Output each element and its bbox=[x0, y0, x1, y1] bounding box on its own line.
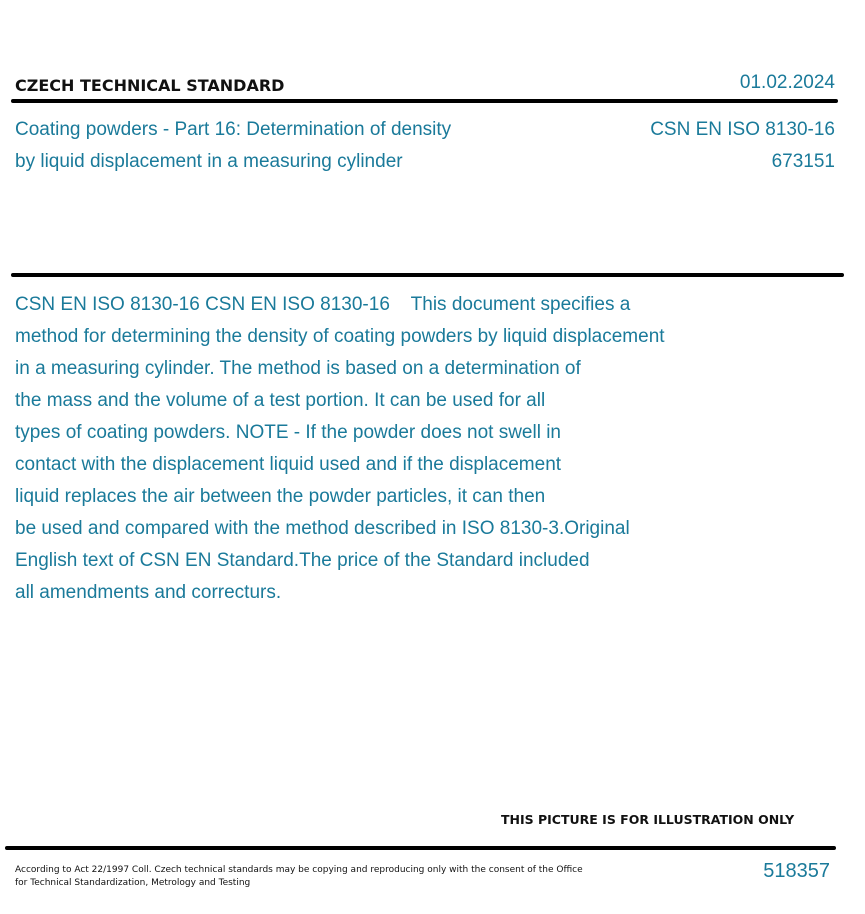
abstract-line: the mass and the volume of a test portion. It can be used for all bbox=[15, 390, 546, 411]
abstract-line: CSN EN ISO 8130-16 CSN EN ISO 8130-16 This document specifies a bbox=[15, 294, 631, 315]
standard-code: CSN EN ISO 8130-16 bbox=[650, 119, 835, 140]
document-number: 518357 bbox=[763, 860, 830, 882]
class-number: 673151 bbox=[771, 151, 835, 172]
legal-line: for Technical Standardization, Metrology and Testing bbox=[15, 878, 251, 888]
header-date: 01.02.2024 bbox=[739, 72, 835, 93]
legal-note bbox=[15, 864, 615, 890]
title-line: by liquid displacement in a measuring cylinder bbox=[15, 151, 403, 172]
abstract-line: in a measuring cylinder. The method is based on a determination of bbox=[15, 358, 581, 379]
abstract-line: English text of CSN EN Standard.The price of the Standard included bbox=[15, 550, 590, 571]
header-label: CZECH TECHNICAL STANDARD bbox=[15, 76, 285, 95]
top-divider bbox=[11, 99, 838, 103]
title-line: Coating powders - Part 16: Determination of density bbox=[15, 119, 452, 140]
reference-block bbox=[650, 114, 835, 178]
illustration-note: THIS PICTURE IS FOR ILLUSTRATION ONLY bbox=[501, 812, 795, 827]
abstract-line: be used and compared with the method described in ISO 8130-3.Original bbox=[15, 518, 630, 539]
document-title bbox=[15, 114, 535, 178]
abstract-line: contact with the displacement liquid used and if the displacement bbox=[15, 454, 562, 475]
bottom-divider bbox=[5, 846, 836, 850]
abstract-text bbox=[15, 289, 775, 609]
abstract-line: types of coating powders. NOTE - If the powder does not swell in bbox=[15, 422, 561, 443]
abstract-line: all amendments and correcturs. bbox=[15, 582, 282, 603]
legal-line: According to Act 22/1997 Coll. Czech technical standards may be copying and reproducing only with the consent of the Office bbox=[15, 865, 583, 875]
middle-divider bbox=[11, 273, 844, 277]
abstract-line: method for determining the density of coating powders by liquid displacement bbox=[15, 326, 665, 347]
abstract-line: liquid replaces the air between the powder particles, it can then bbox=[15, 486, 546, 507]
